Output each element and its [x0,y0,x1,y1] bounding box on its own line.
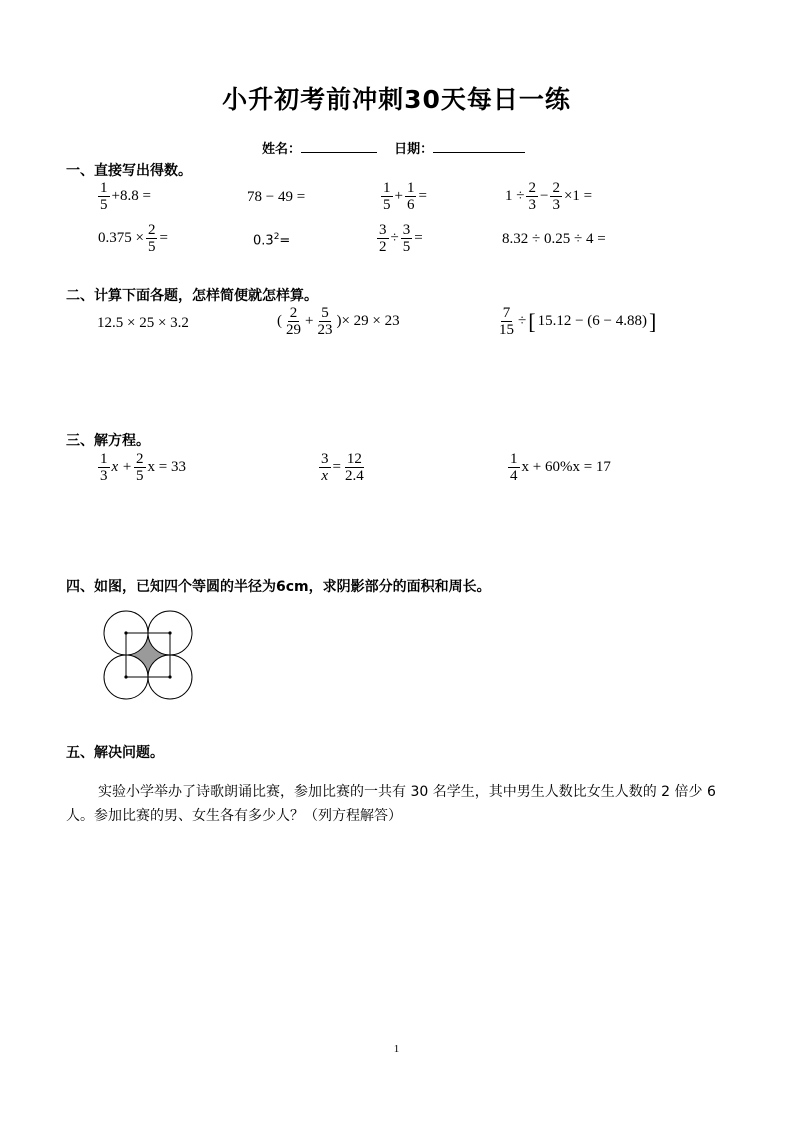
section-4-heading: 四、如图，已知四个等圆的半径为6cm，求阴影部分的面积和周长。 [66,579,491,595]
q1-b: 78 − 49 = [247,189,306,205]
denominator: 5 [136,468,144,484]
operator: ÷ [518,313,527,329]
denominator: 5 [100,197,108,213]
operator: + [394,188,403,204]
operator: + [305,313,314,329]
numerator: 2 [289,305,298,321]
numerator: 3 [321,451,329,467]
denominator: 5 [383,197,391,213]
name-blank[interactable] [301,140,377,153]
fraction [98,180,110,213]
denominator: 4 [510,468,518,484]
fraction [497,305,516,338]
date-label: 日期： [394,142,434,157]
equals: = [279,233,291,249]
q1-e [97,222,169,255]
numerator: 1 [510,451,518,467]
q1-d [504,180,593,213]
q3-b [318,451,367,484]
numerator: 2 [136,451,144,467]
fraction [134,451,146,484]
page-title: 小升初考前冲刺30天每日一练 [222,85,571,114]
expr-rest: +8.8 = [111,188,151,204]
numerator: 1 [383,180,391,196]
q1-a [97,180,152,213]
fraction [284,305,303,338]
q1-h: 8.32 ÷ 0.25 ÷ 4 = [502,231,606,247]
q2-c [496,305,657,338]
numerator: 3 [402,222,411,238]
name-date-line [262,138,525,157]
word-problem-text: 实验小学举办了诗歌朗诵比赛，参加比赛的一共有 30 名学生，其中男生人数比女生人数的 2 倍少 6 人。参加比赛的男、女生各有多少人？（列方程解答） [66,784,716,824]
denominator: 29 [286,322,301,338]
numerator: 1 [100,451,108,467]
denominator: 3 [100,468,108,484]
expr-pre: 0.375 × [98,230,144,246]
fraction [343,451,366,484]
variable-term: x + [111,459,133,475]
denominator: 2 [379,239,387,255]
operator: ÷ [390,230,399,246]
section-3-heading: 三、解方程。 [66,433,150,449]
fraction [315,305,334,338]
exponent: 2 [273,232,280,242]
bracket-content: 15.12 − (6 − 4.88) [537,313,647,329]
numerator: 1 [100,180,108,196]
base: 0.3 [253,233,274,249]
q1-g [376,222,424,255]
denominator: 5 [402,239,411,255]
denominator: 5 [147,239,156,255]
numerator: 2 [552,180,560,196]
name-label: 姓名： [262,142,302,157]
equals: = [159,230,168,246]
expr-rest: ×1 = [563,188,593,204]
fraction [319,451,331,484]
fraction [98,451,110,484]
numerator: 5 [321,305,329,321]
q2-b [276,305,401,338]
center-dot [168,631,171,634]
q1-f [253,232,290,248]
four-circles-figure [98,605,198,705]
section-2-heading: 二、计算下面各题，怎样简便就怎样算。 [66,288,318,304]
expr-rest: x + 60%x = 17 [521,459,611,475]
fraction [405,180,417,213]
equals: = [332,459,341,475]
center-dot [124,631,127,634]
denominator: 3 [552,197,560,213]
fraction [550,180,562,213]
fraction [508,451,520,484]
denominator: x [321,468,329,484]
shaded-area [126,633,170,677]
numerator: 1 [406,180,415,196]
q3-c [507,451,612,484]
denominator: 3 [528,197,536,213]
numerator: 2 [147,222,156,238]
numerator: 3 [379,222,387,238]
expr-rest: )× 29 × 23 [336,313,400,329]
q2-a: 12.5 × 25 × 3.2 [97,315,189,331]
expr-rest: x = 33 [147,459,186,475]
fraction [401,222,413,255]
numerator: 2 [528,180,536,196]
denominator: 15 [499,322,514,338]
right-bracket: ] [648,308,657,334]
fraction [377,222,389,255]
equals: = [414,230,423,246]
numerator: 12 [346,451,362,467]
expr-pre: 1 ÷ [505,188,525,204]
center-dot [124,675,127,678]
fraction [526,180,538,213]
denominator: 6 [406,197,415,213]
q3-a [97,451,187,484]
left-paren: ( [277,313,282,329]
center-dot [168,675,171,678]
denominator: 2.4 [344,468,364,484]
q1-c [380,180,428,213]
equals: = [418,188,427,204]
fraction [381,180,393,213]
numerator: 7 [502,305,511,321]
fraction [146,222,158,255]
section-1-heading: 一、直接写出得数。 [66,163,192,179]
denominator: 23 [317,322,333,338]
operator: − [539,188,549,204]
section-5-heading: 五、解决问题。 [66,745,164,761]
left-bracket: [ [528,308,536,334]
date-blank[interactable] [433,140,525,153]
page-number: 1 [393,1043,400,1055]
